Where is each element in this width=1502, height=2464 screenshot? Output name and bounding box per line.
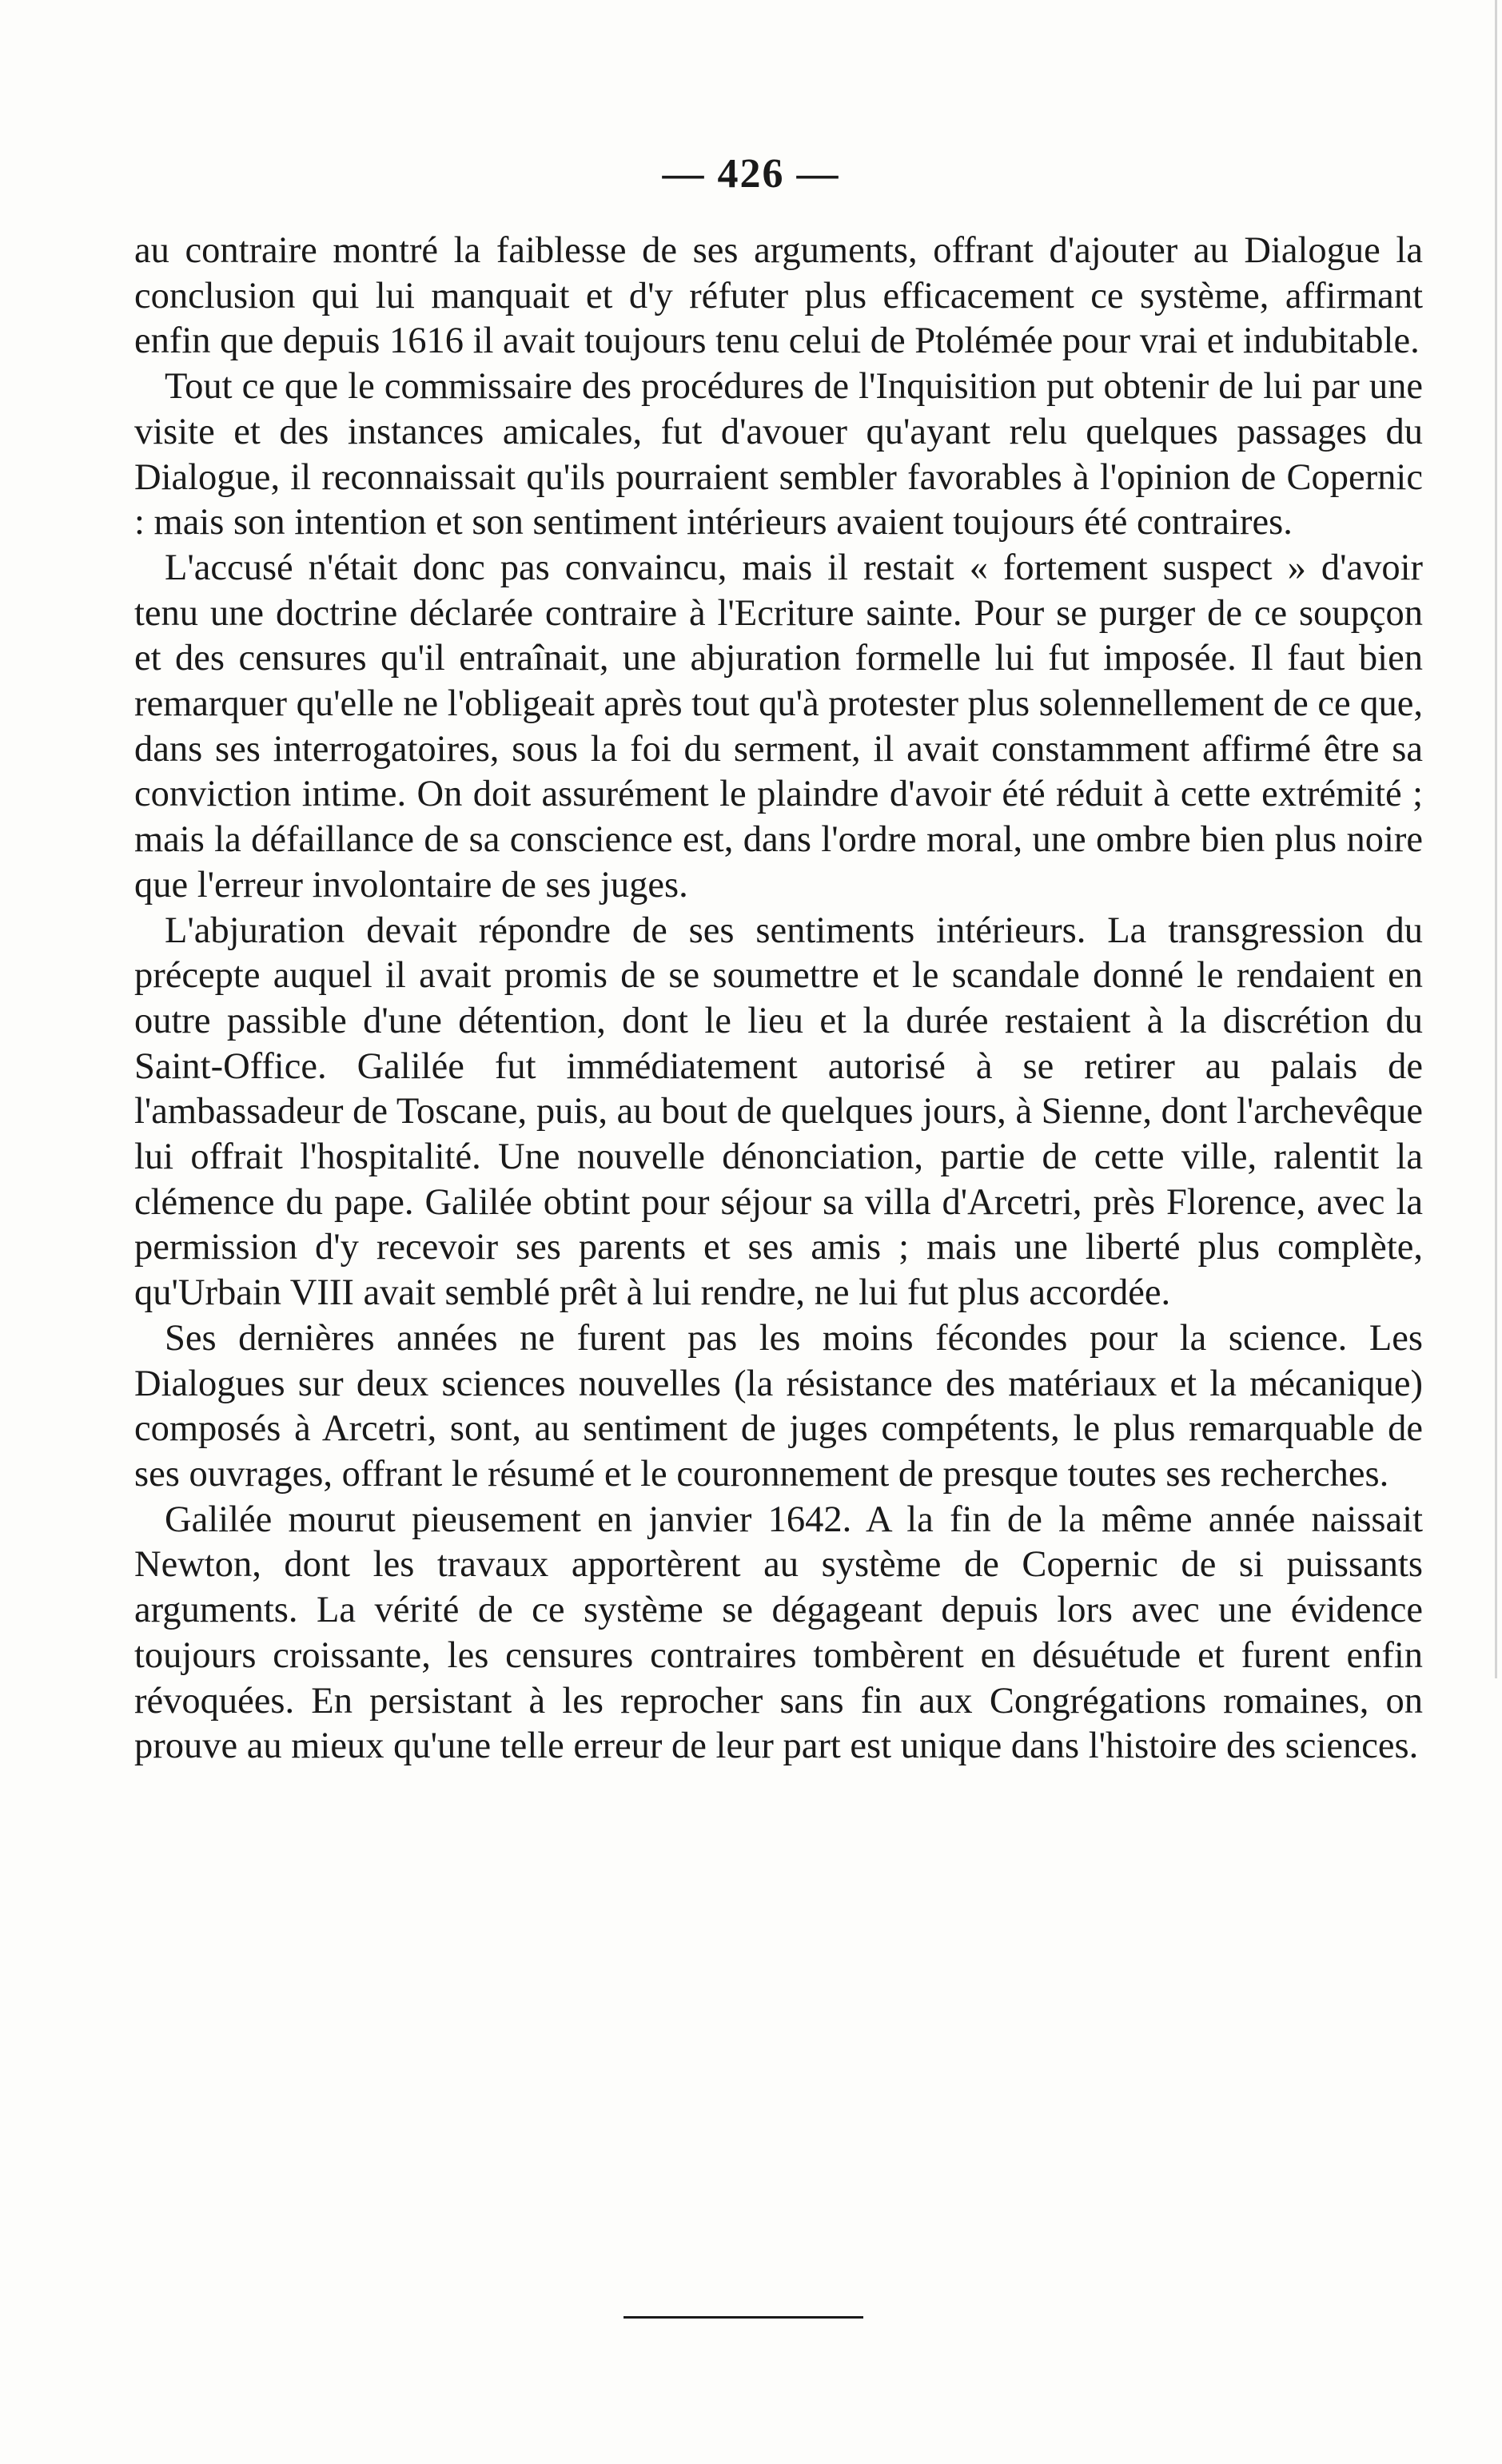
page-number: — 426 — bbox=[662, 151, 840, 197]
body-text bbox=[134, 229, 1423, 1769]
paragraph-4: L'abjuration devait répondre de ses sentiments intérieurs. La transgression du précepte auquel il avait promis de se soumettre et le scandale donné le rendaient en outre passible d'une détention, dont le lieu et la durée restaient à la discrétion du Saint-Office. Galilée fut immédiatement autorisé à se retirer au palais de l'ambassadeur de Toscane, puis, au bout de quelques jours, à Sienne, dont l'archevêque lui offrait l'hospitalité. Une nouvelle dénonciation, partie de cette ville, ralentit la clémence du pape. Galilée obtint pour séjour sa villa d'Arcetri, près Florence, avec la permission d'y recevoir ses parents et ses amis ; mais une liberté plus complète, qu'Urbain VIII avait semblé prêt à lui rendre, ne lui fut plus accordée. bbox=[134, 910, 1423, 1314]
paragraph-5: Ses dernières années ne furent pas les moins fécondes pour la science. Les Dialogues sur deux sciences nouvelles (la résistance des matériaux et la mécanique) composés à Arcetri, sont, au sentiment de juges compétents, le plus remarquable de ses ouvrages, offrant le résumé et le couronnement de presque toutes ses recherches. bbox=[134, 1317, 1423, 1495]
paragraph-3: L'accusé n'était donc pas convaincu, mais il restait « fortement suspect » d'avoir tenu une doctrine déclarée contraire à l'Ecriture sainte. Pour se purger de ce soupçon et des censures qu'il entraînait, une abjuration formelle lui fut imposée. Il faut bien remarquer qu'elle ne l'obligeait après tout qu'à protester plus solennellement de ce que, dans ses interrogatoires, sous la foi du serment, il avait constamment affirmé être sa conviction intime. On doit assurément le plaindre d'avoir été réduit à cette extrémité ; mais la défaillance de sa conscience est, dans l'ordre moral, une ombre bien plus noire que l'erreur involontaire de ses juges. bbox=[134, 547, 1424, 906]
paragraph-1: au contraire montré la faiblesse de ses arguments, offrant d'ajouter au Dialogue la conclusion qui lui manquait et d'y réfuter plus efficacement ce système, affirmant enfin que depuis 1616 il avait toujours tenu celui de Ptolémée pour vrai et indubitable. bbox=[134, 230, 1423, 362]
page-edge-shadow bbox=[1495, 0, 1497, 1678]
closing-rule bbox=[624, 2316, 863, 2319]
paragraph-2: Tout ce que le commissaire des procédures de l'Inquisition put obtenir de lui par une visite et des instances amicales, fut d'avouer qu'ayant relu quelques passages du Dialogue, il reconnaissait qu'ils pourraient sembler favorables à l'opinion de Copernic : mais son intention et son sentiment intérieurs avaient toujours été contraires. bbox=[134, 366, 1423, 543]
paragraph-6: Galilée mourut pieusement en janvier 1642. A la fin de la même année naissait Newton, dont les travaux apportèrent au système de Copernic de si puissants arguments. La vérité de ce système se dégageant depuis lors avec une évidence toujours croissante, les censures contraires tombèrent en désuétude et furent enfin révoquées. En persistant à les reprocher sans fin aux Congrégations romaines, on prouve au mieux qu'une telle erreur de leur part est unique dans l'histoire des sciences. bbox=[134, 1499, 1423, 1767]
